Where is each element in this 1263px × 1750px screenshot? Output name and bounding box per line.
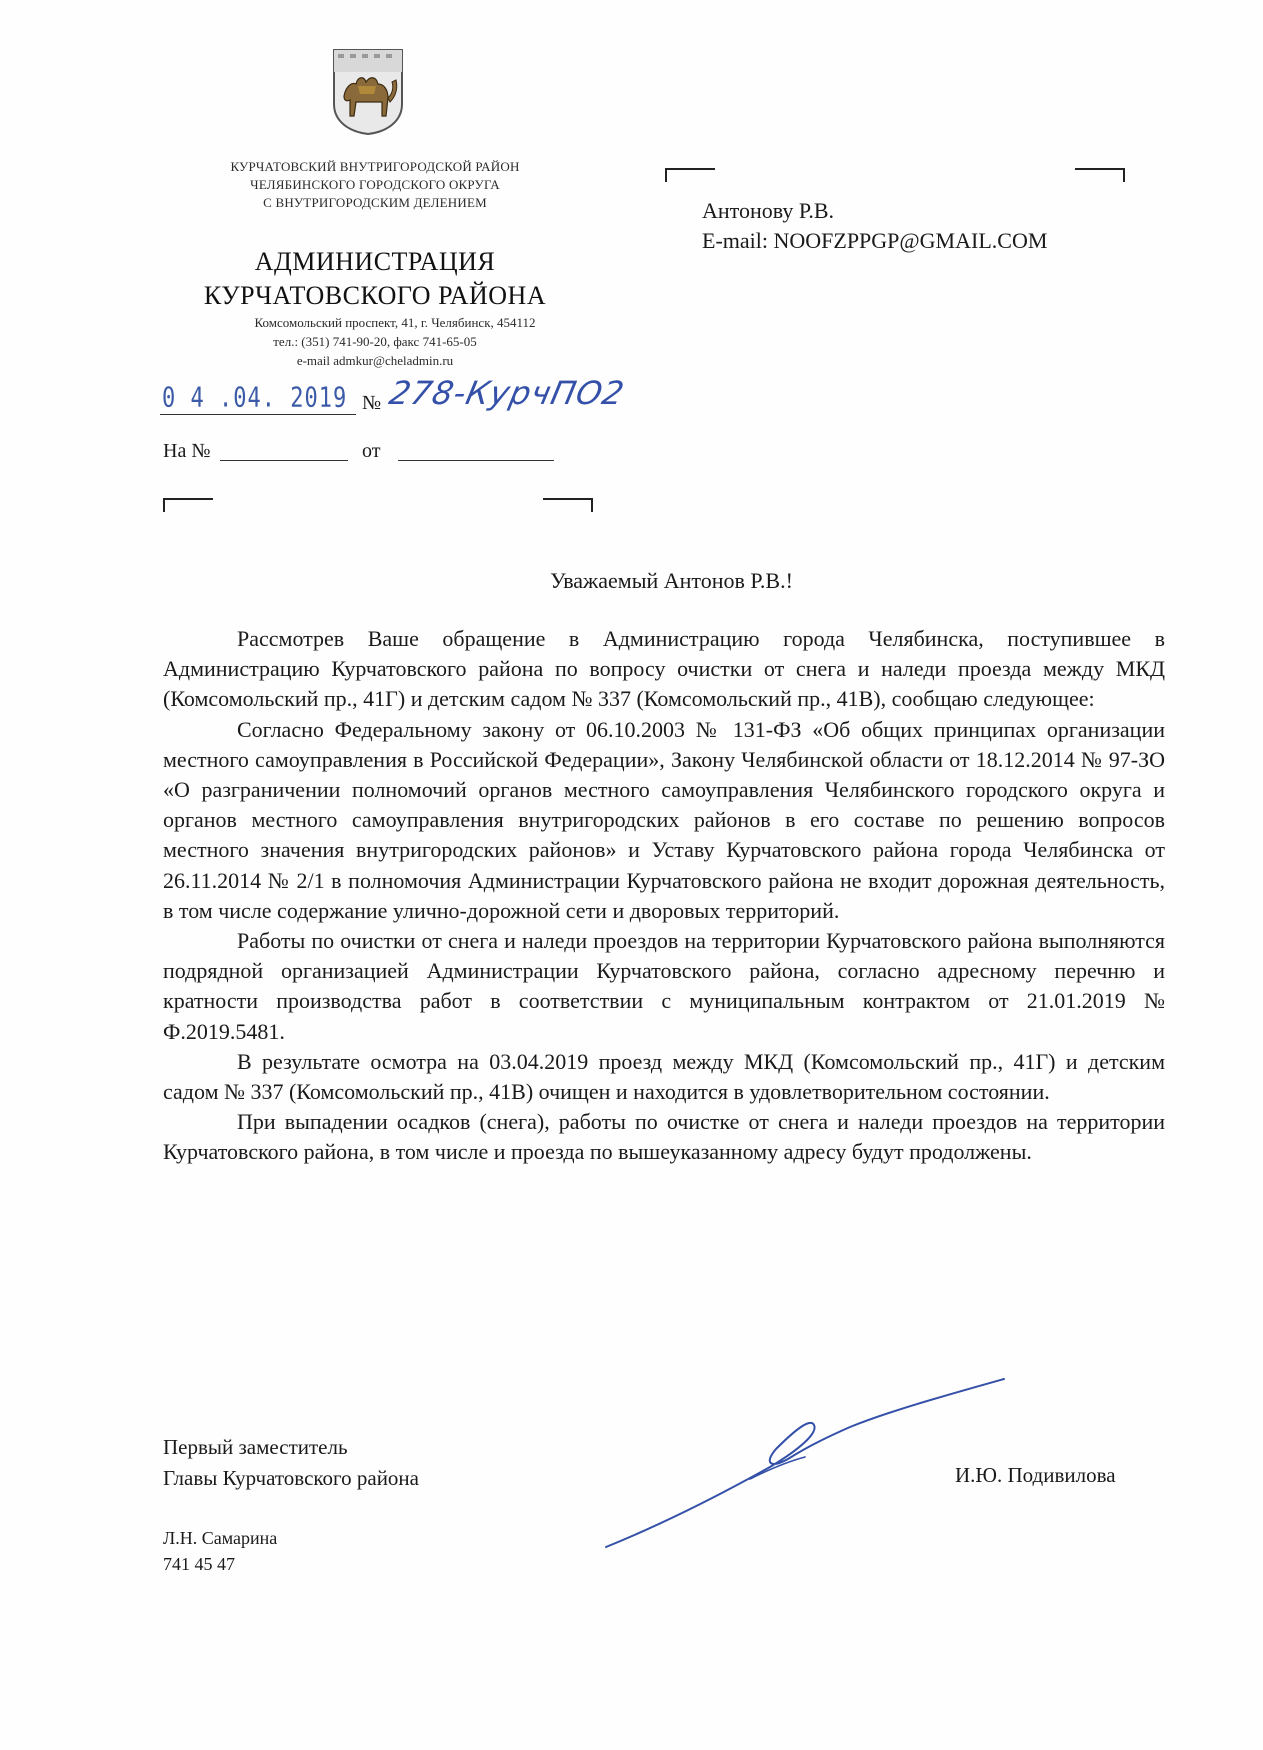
- left-block-corner-top-right: [543, 498, 593, 512]
- recipient-email: E-mail: NOOFZPPGP@GMAIL.COM: [702, 228, 1048, 253]
- paragraph-1: Рассмотрев Ваше обращение в Администрацию города Челябинска, поступившее в Администрацию Курчатовского района по вопросу очистки от снега и наледи проезда между МКД (Комсомольский пр., 41Г) и детским садом № 337 (Комсомольский пр., 41В), сообщаю следующее:: [163, 626, 1165, 712]
- org-name-line1: КУРЧАТОВСКИЙ ВНУТРИГОРОДСКОЙ РАЙОН: [230, 159, 520, 174]
- paragraph-5: При выпадении осадков (снега), работы по очистке от снега и наледи проездов на территории Курчатовского района, в том числе и проезда по вышеуказанному адресу будут продолжены.: [163, 1109, 1165, 1165]
- org-name-line2: ЧЕЛЯБИНСКОГО ГОРОДСКОГО ОКРУГА: [250, 177, 500, 192]
- paragraph-4: В результате осмотра на 03.04.2019 проезд между МКД (Комсомольский пр., 41Г) и детским садом № 337 (Комсомольский пр., 41В) очищен и находится в удовлетворительном состоянии.: [163, 1048, 1165, 1105]
- registration-number: 278-КурчПО2: [385, 374, 629, 412]
- handwritten-signature: [600, 1375, 1020, 1555]
- paragraph-3: Работы по очистки от снега и наледи проездов на территории Курчатовского района выполняются подрядной организацией Администрации Курчатовского района, согласно адресному перечню и кратности производства работ в соответствии с муниципальным контрактом от 21.01.2019 № Ф.2019.5481.: [163, 928, 1165, 1044]
- left-block-corner-top-left: [163, 498, 213, 512]
- coat-of-arms-icon: [330, 46, 406, 136]
- date-underline: [160, 414, 356, 415]
- recipient-corner-top-right: [1075, 168, 1125, 182]
- admin-title-line2: КУРЧАТОВСКОГО РАЙОНА: [203, 281, 547, 310]
- executor-name: Л.Н. Самарина: [163, 1528, 278, 1548]
- registration-date: 0 4 .04. 2019: [162, 382, 348, 415]
- recipient-corner-top-left: [665, 168, 715, 182]
- admin-title-line1: АДМИНИСТРАЦИЯ: [254, 247, 496, 276]
- org-name-line3: С ВНУТРИГОРОДСКИМ ДЕЛЕНИЕМ: [263, 195, 487, 210]
- org-address: Комсомольский проспект, 41, г. Челябинск, 454112: [254, 315, 536, 330]
- recipient-name: Антонову Р.В.: [702, 198, 835, 223]
- signer-name: И.Ю. Подивилова: [955, 1463, 1116, 1487]
- reply-from-label: от: [362, 440, 381, 462]
- letter-body: [163, 624, 1165, 1168]
- greeting: Уважаемый Антонов Р.В.!: [550, 568, 793, 593]
- signer-position: [163, 1432, 419, 1494]
- org-email: e-mail admkur@cheladmin.ru: [296, 353, 454, 368]
- reply-number-underline: [220, 460, 348, 461]
- reply-on-label: На №: [163, 440, 211, 462]
- executor-info: [163, 1525, 277, 1577]
- reply-date-underline: [398, 460, 554, 461]
- signer-position-line2: Главы Курчатовского района: [163, 1466, 419, 1490]
- paragraph-2: Согласно Федеральному закону от 06.10.2003 № 131-ФЗ «Об общих принципах организации местного самоуправления в Российской Федерации», Закону Челябинской области от 18.12.2014 № 97-ЗО «О разграничении полномочий органов местного самоуправления Челябинского городского округа и органов местного самоуправления внутригородских районов в его составе по решению вопросов местного значения внутригородских районов» и Уставу Курчатовского района города Челябинска от 26.11.2014 № 2/1 в полномочия Администрации Курчатовского района не входит дорожная деятельность, в том числе содержание улично-дорожной сети и дворовых территорий.: [163, 716, 1165, 923]
- org-phone: тел.: (351) 741-90-20, факс 741-65-05: [273, 334, 477, 349]
- number-sign: №: [362, 392, 382, 414]
- executor-phone: 741 45 47: [163, 1554, 235, 1574]
- signer-position-line1: Первый заместитель: [163, 1435, 348, 1459]
